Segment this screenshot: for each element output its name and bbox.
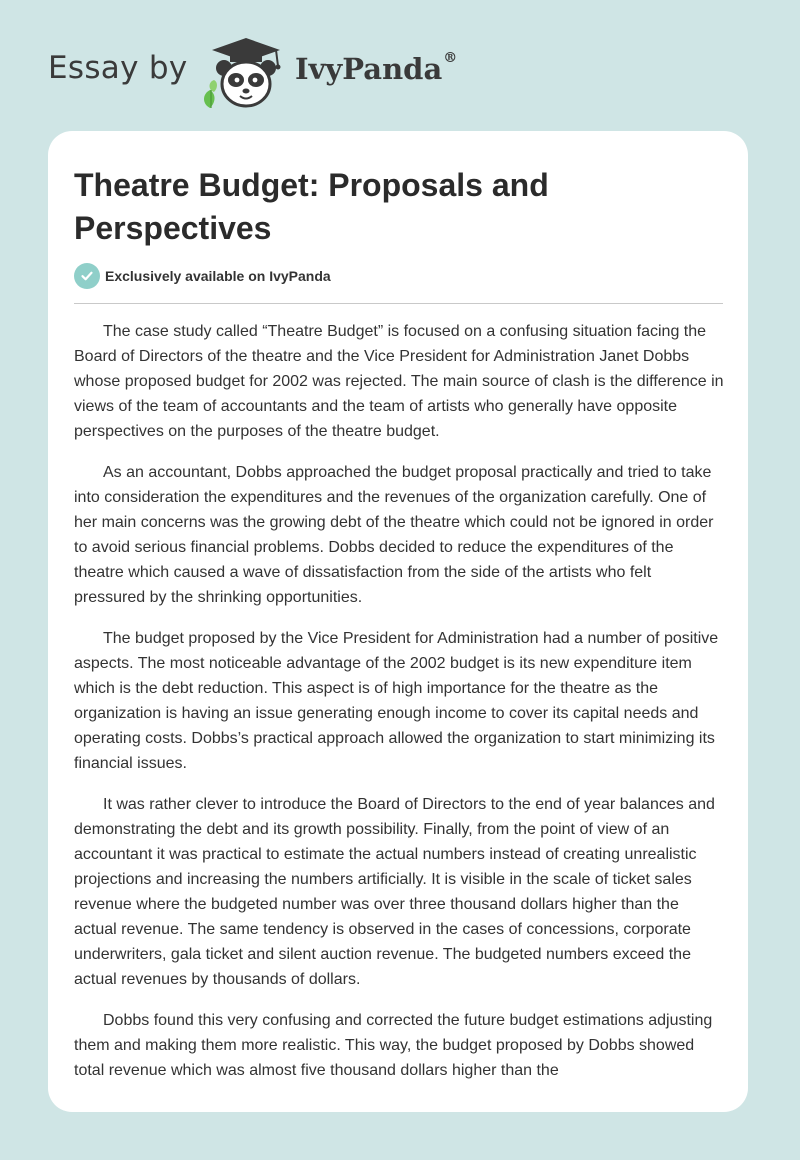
divider (74, 303, 723, 304)
brand-name: IvyPanda (295, 52, 443, 86)
paragraph: It was rather clever to introduce the Board of Directors to the end of year balances and demonstrating the debt and its growth possibility. Finally, from the point of view of an accountant it was practical to estimate the actual numbers instead of creating unrealistic projections and increasing the numbers artificially. It is visible in the scale of ticket sales revenue where the budgeted number was over three thousand dollars higher than the actual revenue. The same tendency is observed in the cases of concessions, corporate underwriters, gala ticket and silent auction revenue. The budgeted numbers exceed the actual revenues by thousands of dollars. (74, 796, 715, 988)
essay-by-label: Essay by (48, 50, 188, 86)
check-icon (74, 263, 100, 289)
essay-card (48, 131, 748, 1112)
paragraph: The budget proposed by the Vice President for Administration had a number of positive aspects. The most noticeable advantage of the 2002 budget is its new expenditure item which is the debt reduction. This aspect is of high importance for the theatre as the organization is having an issue generating enough income to cover its capital needs and operating costs. Dobbs’s practical approach allowed the organization to start minimizing its financial issues. (74, 630, 719, 772)
exclusive-label: Exclusively available on IvyPanda (105, 268, 331, 284)
paragraph: Dobbs found this very confusing and corrected the future budget estimations adjusting them and making them more realistic. This way, the budget proposed by Dobbs showed total revenue which was almost five thousand dollars higher than the (74, 1012, 713, 1079)
site-header (0, 0, 800, 130)
exclusive-badge (74, 263, 331, 289)
essay-body (74, 319, 724, 1099)
paragraph: The case study called “Theatre Budget” is focused on a confusing situation facing the Board of Directors of the theatre and the Vice President for Administration Janet Dobbs whose proposed budget for 2002 was rejected. The main source of clash is the difference in views of the team of accountants and the team of artists who generally have opposite perspectives on the purposes of the theatre budget. (74, 323, 724, 440)
ivypanda-logo-icon[interactable] (200, 34, 292, 110)
paragraph: As an accountant, Dobbs approached the budget proposal practically and tried to take into consideration the expenditures and the revenues of the organization carefully. One of her main concerns was the growing debt of the theatre which could not be ignored in order to avoid serious financial problems. Dobbs decided to reduce the expenditures of the theatre which caused a wave of dissatisfaction from the side of the artists who felt pressured by the shrinking opportunities. (74, 464, 714, 606)
page-title: Theatre Budget: Proposals and Perspectives (74, 167, 549, 246)
registered-mark: ® (443, 50, 458, 66)
ivypanda-brand[interactable] (295, 52, 457, 86)
